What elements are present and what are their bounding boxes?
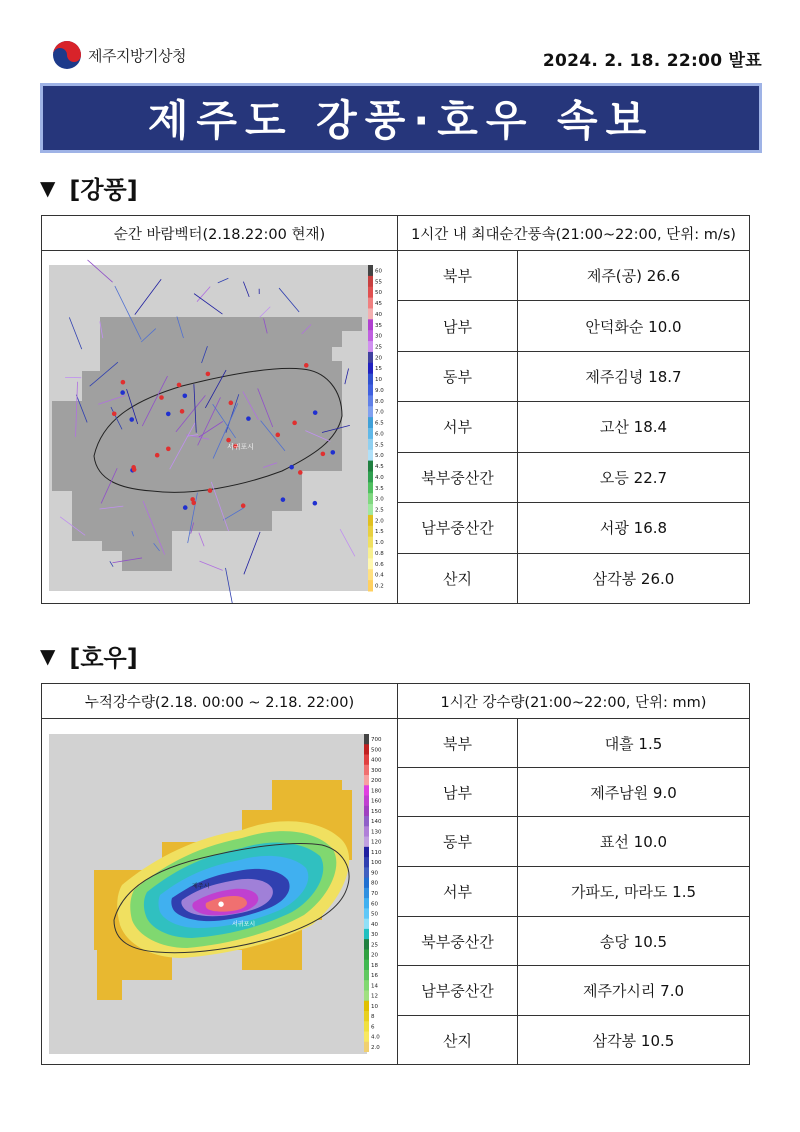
legend-tick-label: 180	[371, 787, 382, 794]
station-marker	[206, 372, 211, 377]
header	[52, 40, 762, 74]
legend-swatch	[364, 949, 369, 960]
legend-tick-label: 20	[371, 952, 378, 959]
legend-tick-label: 55	[375, 279, 382, 286]
legend-tick-label: 2.5	[375, 507, 384, 514]
legend-tick-label: 14	[371, 982, 378, 989]
legend-swatch	[368, 308, 373, 319]
legend-swatch	[364, 826, 369, 837]
legend-swatch	[364, 764, 369, 775]
title-banner	[40, 83, 762, 153]
rain-region-1: 남부	[398, 768, 518, 817]
legend-tick-label: 0.2	[375, 583, 384, 590]
station-marker	[313, 501, 318, 506]
rain-value-2: 표선 10.0	[518, 817, 750, 867]
station-marker	[183, 505, 188, 510]
station-marker	[229, 401, 234, 406]
wind-region-2: 동부	[398, 351, 518, 401]
agency-logo	[52, 40, 186, 70]
legend-swatch	[368, 341, 373, 352]
legend-swatch	[364, 816, 369, 827]
legend-swatch	[364, 1000, 369, 1011]
station-marker	[131, 465, 136, 470]
wind-region-3: 서부	[398, 402, 518, 452]
station-marker	[313, 410, 318, 415]
legend-tick-label: 12	[371, 993, 378, 1000]
rain-map-cell	[42, 719, 398, 1065]
legend-swatch	[368, 363, 373, 374]
wind-region-0: 북부	[398, 251, 518, 301]
rain-value-1: 제주남원 9.0	[518, 768, 750, 817]
station-marker	[166, 447, 171, 452]
rain-region-2: 동부	[398, 817, 518, 867]
wind-value-3: 고산 18.4	[518, 402, 750, 452]
legend-tick-label: 40	[371, 921, 378, 928]
legend-swatch	[364, 918, 369, 929]
issue-date: 2024. 2. 18. 22:00 발표	[542, 51, 762, 71]
station-marker	[155, 453, 160, 458]
legend-swatch	[364, 805, 369, 816]
legend-tick-label: 3.5	[375, 485, 384, 492]
legend-tick-label: 100	[371, 859, 382, 866]
rain-section-heading	[40, 638, 138, 673]
agency-name: 제주지방기상청	[88, 46, 186, 65]
station-marker	[129, 417, 134, 422]
legend-tick-label: 18	[371, 962, 378, 969]
station-marker	[330, 450, 335, 455]
legend-swatch	[368, 439, 373, 450]
rain-value-5: 제주가시리 7.0	[518, 966, 750, 1016]
legend-swatch	[368, 265, 373, 276]
legend-swatch	[364, 1041, 369, 1051]
legend-swatch	[364, 857, 369, 868]
legend-tick-label: 110	[371, 849, 382, 856]
legend-swatch	[368, 526, 373, 537]
legend-swatch	[368, 395, 373, 406]
legend-swatch	[364, 846, 369, 857]
legend-swatch	[368, 450, 373, 461]
wind-section-heading	[40, 170, 138, 205]
rain-value-3: 가파도, 마라도 1.5	[518, 867, 750, 917]
legend-swatch	[368, 406, 373, 417]
legend-swatch	[368, 580, 373, 591]
legend-tick-label: 0.4	[375, 572, 384, 579]
legend-tick-label: 140	[371, 818, 382, 825]
legend-tick-label: 2.0	[375, 518, 384, 525]
legend-swatch	[368, 493, 373, 504]
svg-text:제주시: 제주시	[192, 882, 210, 890]
legend-tick-label: 130	[371, 828, 382, 835]
wind-table	[41, 215, 750, 604]
wind-value-0: 제주(공) 26.6	[518, 251, 750, 301]
wind-region-4: 북부중산간	[398, 452, 518, 502]
triangle-down-icon: ▼	[40, 643, 56, 668]
wind-value-5: 서광 16.8	[518, 503, 750, 553]
rain-region-6: 산지	[398, 1016, 518, 1065]
legend-tick-label: 30	[371, 931, 378, 938]
legend-swatch	[368, 471, 373, 482]
station-marker	[275, 433, 280, 438]
wind-vector-map	[42, 251, 396, 603]
legend-tick-label: 300	[371, 767, 382, 774]
legend-tick-label: 25	[375, 344, 382, 351]
svg-text:●: ●	[218, 899, 225, 908]
rain-heading-label: [호우]	[69, 644, 138, 672]
legend-tick-label: 8.0	[375, 398, 384, 405]
legend-tick-label: 20	[375, 355, 382, 362]
station-marker	[166, 412, 171, 417]
legend-tick-label: 3.0	[375, 496, 384, 503]
rain-value-0: 대흘 1.5	[518, 719, 750, 768]
rain-table	[41, 683, 750, 1065]
legend-swatch	[364, 877, 369, 888]
station-marker	[281, 497, 286, 502]
rain-accumulation-map-image	[42, 720, 396, 1064]
legend-swatch	[368, 548, 373, 559]
station-marker	[304, 363, 309, 368]
wind-value-6: 삼각봉 26.0	[518, 553, 750, 603]
triangle-down-icon: ▼	[40, 175, 56, 200]
legend-swatch	[364, 898, 369, 909]
legend-tick-label: 6.5	[375, 420, 384, 427]
rain-legend	[364, 734, 384, 1052]
station-marker	[183, 393, 188, 398]
legend-swatch	[368, 417, 373, 428]
legend-tick-label: 150	[371, 808, 382, 815]
legend-tick-label: 0.6	[375, 561, 384, 568]
legend-swatch	[364, 744, 369, 755]
legend-tick-label: 1.0	[375, 540, 384, 547]
wind-table-caption: 1시간 내 최대순간풍속(21:00~22:00, 단위: m/s)	[398, 216, 750, 251]
legend-swatch	[368, 537, 373, 548]
legend-swatch	[368, 461, 373, 472]
legend-tick-label: 4.0	[375, 474, 384, 481]
wind-value-1: 안덕화순 10.0	[518, 301, 750, 351]
legend-swatch	[364, 887, 369, 898]
station-marker	[226, 438, 231, 443]
wind-legend	[368, 265, 388, 595]
station-marker	[190, 497, 195, 502]
legend-tick-label: 9.0	[375, 387, 384, 394]
rain-value-6: 삼각봉 10.5	[518, 1016, 750, 1065]
legend-tick-label: 50	[371, 911, 378, 918]
legend-tick-label: 6.0	[375, 431, 384, 438]
legend-tick-label: 10	[375, 377, 382, 384]
legend-tick-label: 90	[371, 869, 378, 876]
wind-region-5: 남부중산간	[398, 503, 518, 553]
legend-swatch	[368, 352, 373, 363]
legend-tick-label: 50	[375, 290, 382, 297]
legend-tick-label: 70	[371, 890, 378, 897]
legend-swatch	[364, 1031, 369, 1042]
legend-swatch	[368, 428, 373, 439]
rain-region-5: 남부중산간	[398, 966, 518, 1016]
station-marker	[159, 395, 164, 400]
svg-text:서귀포시: 서귀포시	[232, 920, 256, 928]
legend-tick-label: 700	[371, 736, 382, 743]
station-marker	[298, 470, 303, 475]
legend-swatch	[364, 980, 369, 991]
rain-value-4: 송당 10.5	[518, 917, 750, 966]
station-marker	[180, 409, 185, 414]
legend-tick-label: 30	[375, 333, 382, 340]
legend-swatch	[364, 785, 369, 796]
legend-swatch	[368, 276, 373, 287]
rain-region-4: 북부중산간	[398, 917, 518, 966]
rain-table-caption: 1시간 강수량(21:00~22:00, 단위: mm)	[398, 684, 750, 719]
legend-tick-label: 4.5	[375, 464, 384, 471]
rain-region-3: 서부	[398, 867, 518, 917]
wind-map-cell	[42, 251, 398, 604]
legend-tick-label: 1.5	[375, 529, 384, 536]
wind-region-1: 남부	[398, 301, 518, 351]
legend-tick-label: 120	[371, 839, 382, 846]
station-marker	[177, 383, 182, 388]
station-marker	[120, 390, 125, 395]
wind-value-2: 제주김녕 18.7	[518, 351, 750, 401]
legend-tick-label: 5.5	[375, 442, 384, 449]
legend-swatch	[368, 374, 373, 385]
legend-tick-label: 15	[375, 366, 382, 373]
legend-swatch	[364, 959, 369, 970]
legend-tick-label: 6	[371, 1023, 375, 1030]
legend-swatch	[368, 298, 373, 309]
wind-vector-map-image	[42, 251, 396, 603]
legend-swatch	[364, 836, 369, 847]
wind-region-6: 산지	[398, 553, 518, 603]
legend-tick-label: 4.0	[371, 1034, 380, 1041]
legend-tick-label: 45	[375, 301, 382, 308]
station-marker	[292, 421, 297, 426]
legend-tick-label: 500	[371, 746, 382, 753]
rain-region-0: 북부	[398, 719, 518, 768]
legend-tick-label: 16	[371, 972, 378, 979]
legend-swatch	[364, 795, 369, 806]
legend-tick-label: 60	[375, 268, 382, 275]
station-marker	[112, 411, 117, 416]
legend-tick-label: 2.0	[371, 1044, 380, 1051]
wind-value-4: 오등 22.7	[518, 452, 750, 502]
legend-swatch	[364, 1021, 369, 1032]
legend-tick-label: 400	[371, 757, 382, 764]
legend-swatch	[364, 939, 369, 950]
rain-map-caption: 누적강수량(2.18. 00:00 ~ 2.18. 22:00)	[42, 684, 398, 719]
legend-tick-label: 40	[375, 311, 382, 318]
legend-tick-label: 0.8	[375, 550, 384, 557]
legend-swatch	[368, 569, 373, 580]
station-marker	[241, 503, 246, 508]
taegeuk-logo-icon	[52, 40, 82, 70]
legend-swatch	[368, 482, 373, 493]
legend-tick-label: 35	[375, 322, 382, 329]
legend-tick-label: 10	[371, 1003, 378, 1010]
legend-swatch	[364, 969, 369, 980]
legend-swatch	[368, 287, 373, 298]
legend-swatch	[368, 319, 373, 330]
legend-tick-label: 160	[371, 798, 382, 805]
svg-text:서귀포시: 서귀포시	[227, 443, 255, 451]
legend-tick-label: 60	[371, 900, 378, 907]
legend-swatch	[368, 504, 373, 515]
station-marker	[321, 452, 326, 457]
legend-swatch	[368, 385, 373, 396]
legend-swatch	[364, 754, 369, 765]
legend-tick-label: 7.0	[375, 409, 384, 416]
wind-map-caption: 순간 바람벡터(2.18.22:00 현재)	[42, 216, 398, 251]
legend-swatch	[364, 775, 369, 786]
legend-tick-label: 25	[371, 941, 378, 948]
wind-heading-label: [강풍]	[69, 176, 138, 204]
legend-swatch	[364, 908, 369, 919]
legend-tick-label: 80	[371, 880, 378, 887]
legend-tick-label: 8	[371, 1013, 375, 1020]
legend-tick-label: 200	[371, 777, 382, 784]
legend-swatch	[364, 990, 369, 1001]
rain-accumulation-map	[42, 720, 396, 1064]
station-marker	[121, 380, 126, 385]
station-marker	[208, 488, 213, 493]
legend-swatch	[364, 928, 369, 939]
legend-swatch	[364, 1010, 369, 1021]
legend-swatch	[364, 734, 369, 745]
station-marker	[289, 465, 294, 470]
legend-swatch	[368, 515, 373, 526]
page-title: 제주도 강풍·호우 속보	[147, 96, 655, 145]
legend-swatch	[364, 867, 369, 878]
station-marker	[246, 416, 251, 421]
legend-tick-label: 5.0	[375, 453, 384, 460]
legend-swatch	[368, 330, 373, 341]
legend-swatch	[368, 558, 373, 569]
